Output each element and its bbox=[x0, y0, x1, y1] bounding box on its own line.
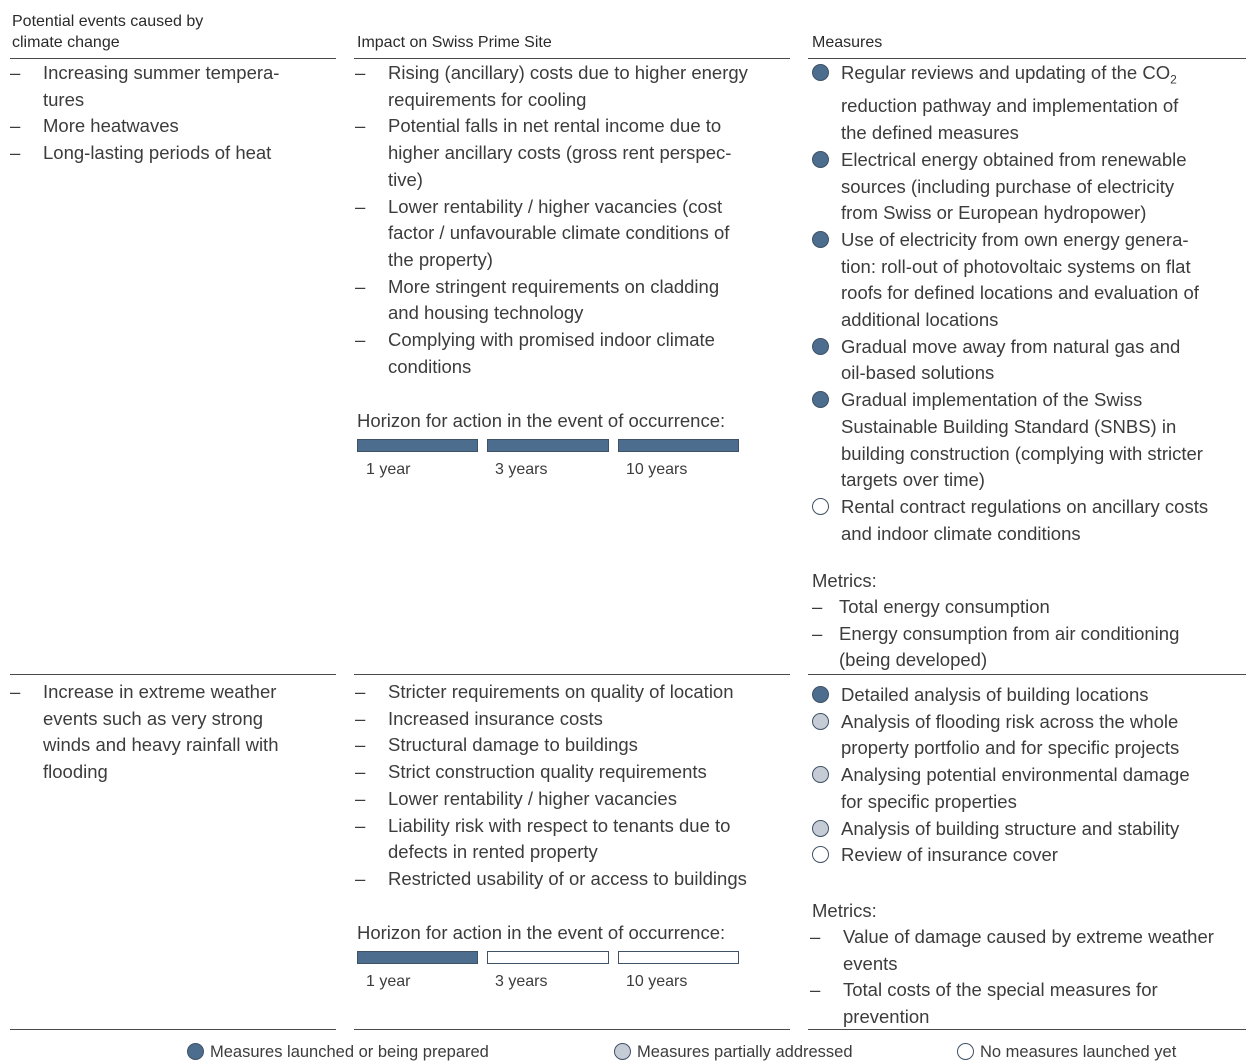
legend-partial-label: Measures partially addressed bbox=[637, 1043, 853, 1061]
status-partial-icon bbox=[812, 713, 829, 730]
status-launched-icon bbox=[812, 686, 829, 703]
list-item: – Structural damage to buildings bbox=[355, 732, 795, 759]
row2-horizon-tick-3-years: 3 years bbox=[495, 973, 548, 990]
status-launched-icon bbox=[812, 64, 829, 81]
row-divider-rule bbox=[10, 674, 336, 675]
measure-item: Analysis of building structure and stability bbox=[812, 816, 1232, 843]
row2-horizon-bar-1-year bbox=[357, 951, 478, 964]
row1-metrics-list bbox=[812, 594, 1232, 674]
list-item: – Lower rentability / higher vacancies (cost factor / unfavourable climate conditions of the property) bbox=[355, 194, 785, 274]
events-column-header bbox=[12, 11, 203, 53]
list-item: – Complying with promised indoor climate conditions bbox=[355, 327, 785, 380]
row2-measures-list bbox=[812, 682, 1232, 869]
status-partial-icon bbox=[812, 766, 829, 783]
status-none-icon bbox=[957, 1043, 974, 1060]
status-launched-icon bbox=[812, 231, 829, 248]
row1-horizon-bar-3-years bbox=[487, 439, 609, 452]
list-item: – Rising (ancillary) costs due to higher energy requirements for cooling bbox=[355, 60, 785, 113]
measure-item: Analysing potential environmental damage for specific properties bbox=[812, 762, 1232, 815]
status-none-icon bbox=[812, 498, 829, 515]
legend-none-label: No measures launched yet bbox=[980, 1043, 1177, 1061]
status-launched-icon bbox=[812, 338, 829, 355]
list-item: – Restricted usability of or access to buildings bbox=[355, 866, 795, 893]
list-item: – Increasing summer tempera- tures bbox=[10, 60, 330, 113]
row1-horizon-bar-10-years bbox=[618, 439, 739, 452]
row-divider-rule bbox=[808, 674, 1246, 675]
row-divider-rule bbox=[354, 674, 790, 675]
row1-horizon-label: Horizon for action in the event of occurrence: bbox=[357, 410, 726, 431]
list-item: – Total energy consumption bbox=[812, 594, 1232, 621]
row1-metrics-label: Metrics: bbox=[812, 570, 877, 591]
list-item: – Potential falls in net rental income due to higher ancillary costs (gross rent perspec- tive) bbox=[355, 113, 785, 193]
legend-none bbox=[957, 1042, 1176, 1062]
status-partial-icon bbox=[614, 1043, 631, 1060]
bottom-rule bbox=[10, 1029, 336, 1030]
measure-item: Regular reviews and updating of the $CO_2$ reduction pathway and implementation of the defined measures bbox=[812, 60, 1232, 147]
row1-horizon-tick-3-years: 3 years bbox=[495, 461, 548, 478]
row1-impacts-list bbox=[355, 60, 785, 380]
list-item: – Lower rentability / higher vacancies bbox=[355, 786, 795, 813]
row1-horizon-tick-1-year: 1 year bbox=[366, 461, 411, 478]
status-launched-icon bbox=[187, 1043, 204, 1060]
measure-item: Gradual move away from natural gas and oil-based solutions bbox=[812, 334, 1232, 387]
list-item: – Long-lasting periods of heat bbox=[10, 140, 330, 167]
row2-horizon-bar-3-years bbox=[487, 951, 609, 964]
list-item: – Increase in extreme weather events such as very strong winds and heavy rainfall with flooding bbox=[10, 679, 330, 786]
measure-item: Rental contract regulations on ancillary costs and indoor climate conditions bbox=[812, 494, 1232, 547]
measures-header-rule bbox=[808, 58, 1246, 59]
row2-metrics-label: Metrics: bbox=[812, 900, 877, 921]
list-item: – Value of damage caused by extreme weather events bbox=[810, 924, 1240, 977]
row1-horizon-bar-1-year bbox=[357, 439, 478, 452]
bottom-rule bbox=[808, 1029, 1246, 1030]
row2-horizon-bar-10-years bbox=[618, 951, 739, 964]
row2-horizon-tick-10-years: 10 years bbox=[626, 973, 688, 990]
list-item: – Liability risk with respect to tenants due to defects in rented property bbox=[355, 813, 795, 866]
measure-item: Electrical energy obtained from renewable sources (including purchase of electricity from Swiss or European hydropower) bbox=[812, 147, 1232, 227]
list-item: – Stricter requirements on quality of location bbox=[355, 679, 795, 706]
legend-launched-label: Measures launched or being prepared bbox=[210, 1043, 489, 1061]
row2-events-list bbox=[10, 679, 330, 786]
row1-events-list bbox=[10, 60, 330, 167]
status-launched-icon bbox=[812, 151, 829, 168]
row2-horizon-label: Horizon for action in the event of occurrence: bbox=[357, 922, 726, 943]
measure-item: Analysis of flooding risk across the whole property portfolio and for specific projects bbox=[812, 709, 1232, 762]
bottom-rule bbox=[354, 1029, 790, 1030]
legend-launched bbox=[187, 1042, 489, 1062]
row1-measures-list bbox=[812, 60, 1232, 547]
row2-impacts-list bbox=[355, 679, 795, 893]
measures-column-header: Measures bbox=[812, 34, 883, 51]
row1-horizon-tick-10-years: 10 years bbox=[626, 461, 688, 478]
events-header-rule bbox=[10, 58, 336, 59]
measure-item: Review of insurance cover bbox=[812, 842, 1232, 869]
list-item: – Total costs of the special measures for prevention bbox=[810, 977, 1240, 1030]
measure-item: Use of electricity from own energy genera- tion: roll-out of photovoltaic systems on flat roofs for defined locations and evaluation of additional locations bbox=[812, 227, 1232, 334]
legend-partial bbox=[614, 1042, 853, 1062]
row2-horizon-tick-1-year: 1 year bbox=[366, 973, 411, 990]
list-item: – More heatwaves bbox=[10, 113, 330, 140]
measure-item: Gradual implementation of the Swiss Sustainable Building Standard (SNBS) in building construction (complying with stricter targets over time) bbox=[812, 387, 1232, 494]
events-header-line1: Potential events caused by bbox=[12, 13, 204, 30]
list-item: – More stringent requirements on cladding and housing technology bbox=[355, 274, 785, 327]
list-item: – Increased insurance costs bbox=[355, 706, 795, 733]
events-header-line2: climate change bbox=[12, 34, 120, 51]
list-item: – Energy consumption from air conditioning (being developed) bbox=[812, 621, 1232, 674]
measure-item: Detailed analysis of building locations bbox=[812, 682, 1232, 709]
status-none-icon bbox=[812, 846, 829, 863]
status-launched-icon bbox=[812, 391, 829, 408]
status-partial-icon bbox=[812, 820, 829, 837]
impact-column-header: Impact on Swiss Prime Site bbox=[357, 34, 552, 51]
row2-metrics-list bbox=[810, 924, 1240, 1031]
list-item: – Strict construction quality requirements bbox=[355, 759, 795, 786]
impact-header-rule bbox=[354, 58, 790, 59]
